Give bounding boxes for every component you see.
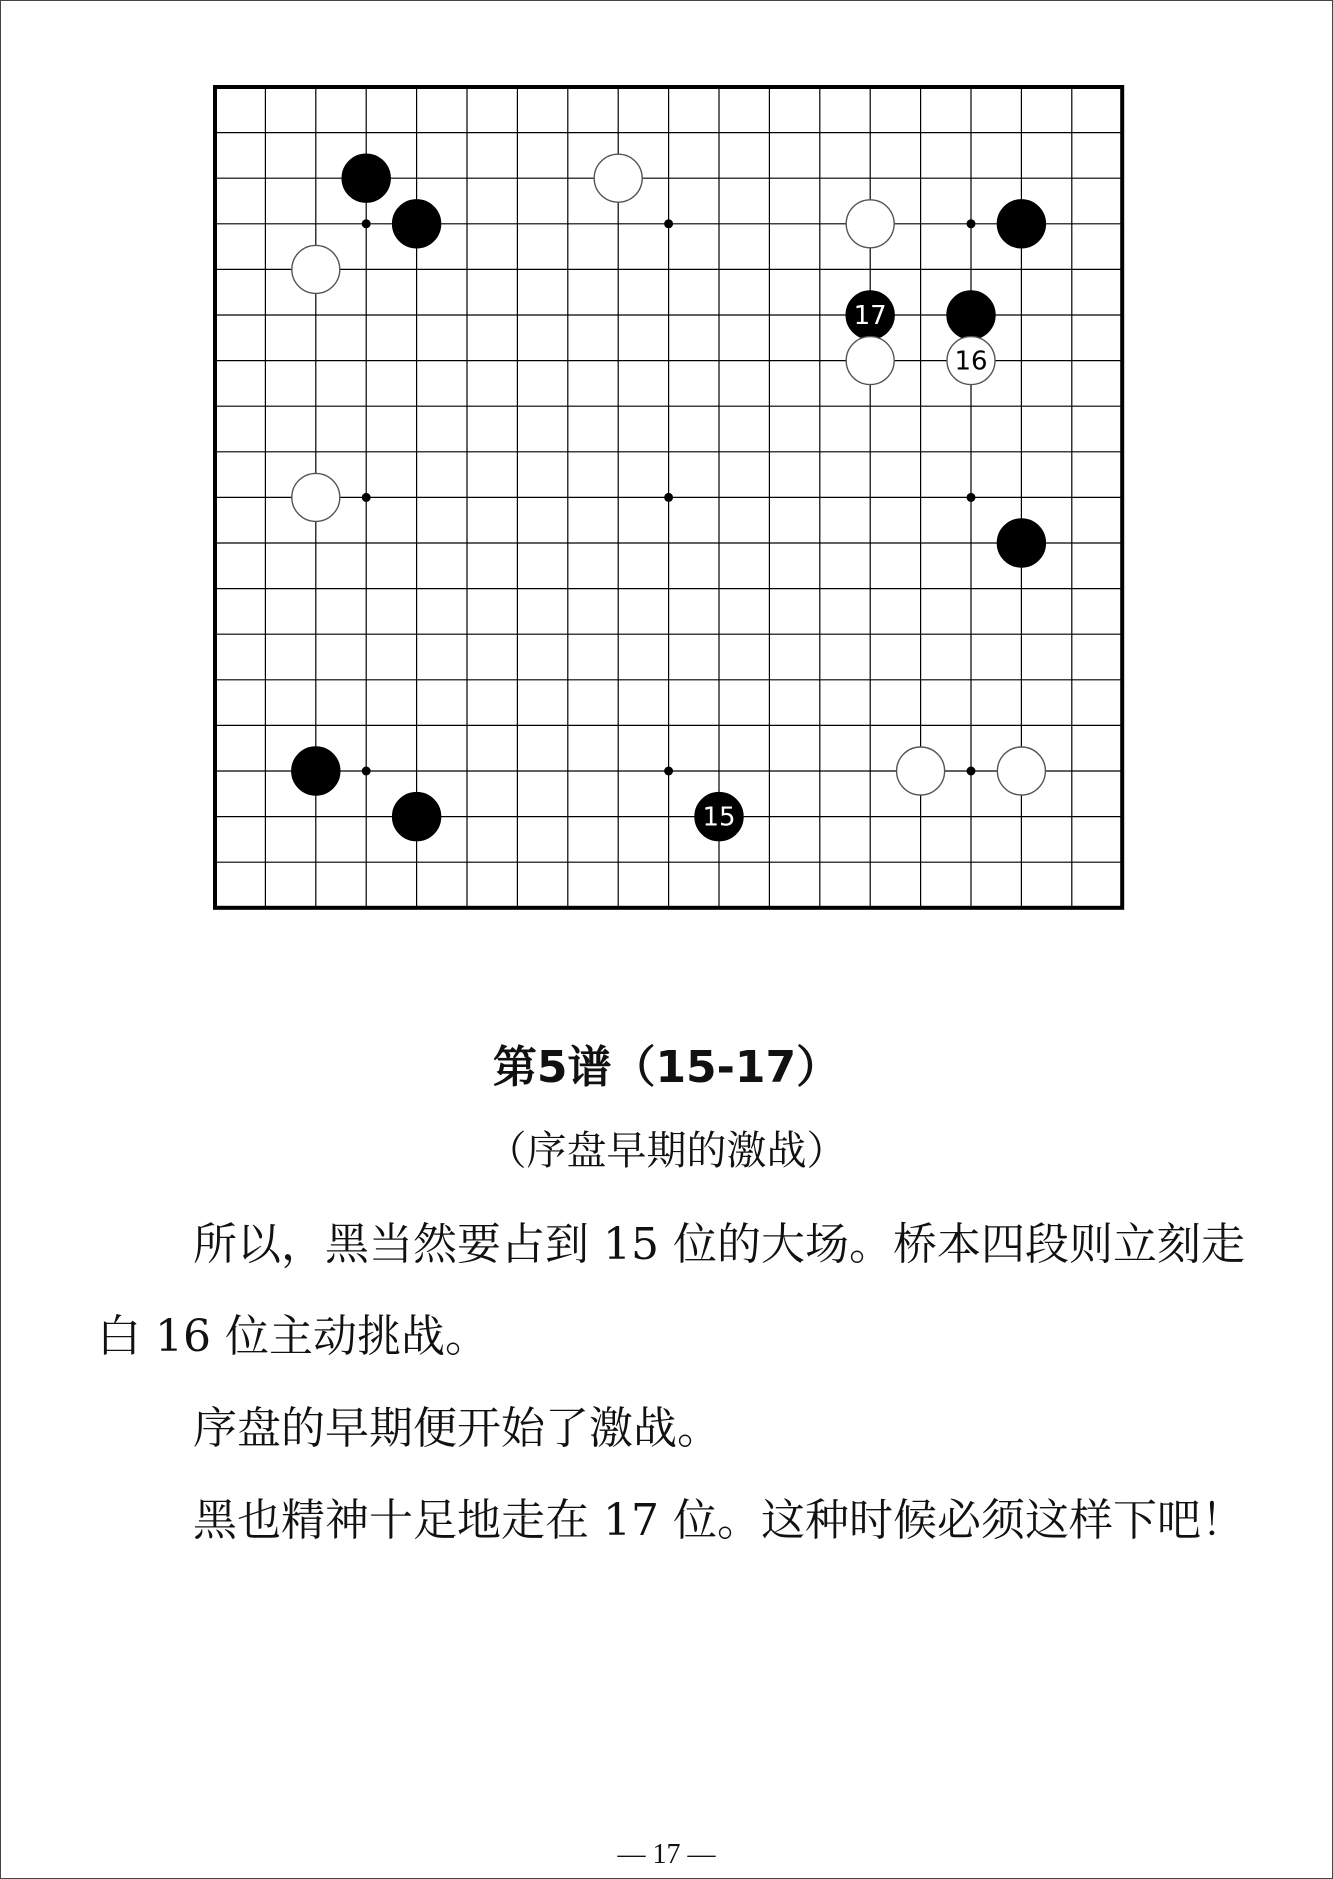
star-point	[967, 219, 976, 228]
diagram-title: 第5谱（15-17）	[492, 1042, 841, 1093]
black-stone	[393, 200, 441, 248]
paragraph-3: 黑也精神十足地走在 17 位。这种时候必须这样下吧！	[193, 1495, 1245, 1546]
paragraph-1: 所以，黑当然要占到 15 位的大场。桥本四段则立刻走白 16 位主动挑战。	[97, 1219, 1245, 1362]
star-point	[967, 767, 976, 776]
go-board-diagram	[211, 83, 1126, 1003]
page-number: — 17 —	[617, 1839, 716, 1870]
black-stone	[947, 291, 995, 339]
black-stone	[997, 519, 1045, 567]
paragraph-2: 序盘的早期便开始了激战。	[193, 1403, 721, 1454]
black-stone	[292, 747, 340, 795]
black-stone	[997, 200, 1045, 248]
star-point	[664, 219, 673, 228]
move-number-label: 16	[954, 346, 988, 377]
star-point	[967, 493, 976, 502]
star-point	[362, 219, 371, 228]
move-number-label: 17	[853, 301, 887, 331]
white-stone	[846, 200, 894, 248]
star-point	[362, 767, 371, 776]
white-stone	[292, 473, 340, 521]
diagram-subtitle: （序盘早期的激战）	[486, 1128, 847, 1174]
star-point	[664, 767, 673, 776]
star-point	[664, 493, 673, 502]
black-stone	[342, 154, 390, 202]
white-stone	[846, 337, 894, 385]
white-stone	[897, 747, 945, 795]
white-stone	[594, 154, 642, 202]
white-stone	[292, 245, 340, 293]
star-point	[362, 493, 371, 502]
move-number-label: 15	[702, 802, 736, 833]
commentary-text	[97, 1199, 1277, 1567]
white-stone	[997, 747, 1045, 795]
black-stone	[393, 793, 441, 841]
